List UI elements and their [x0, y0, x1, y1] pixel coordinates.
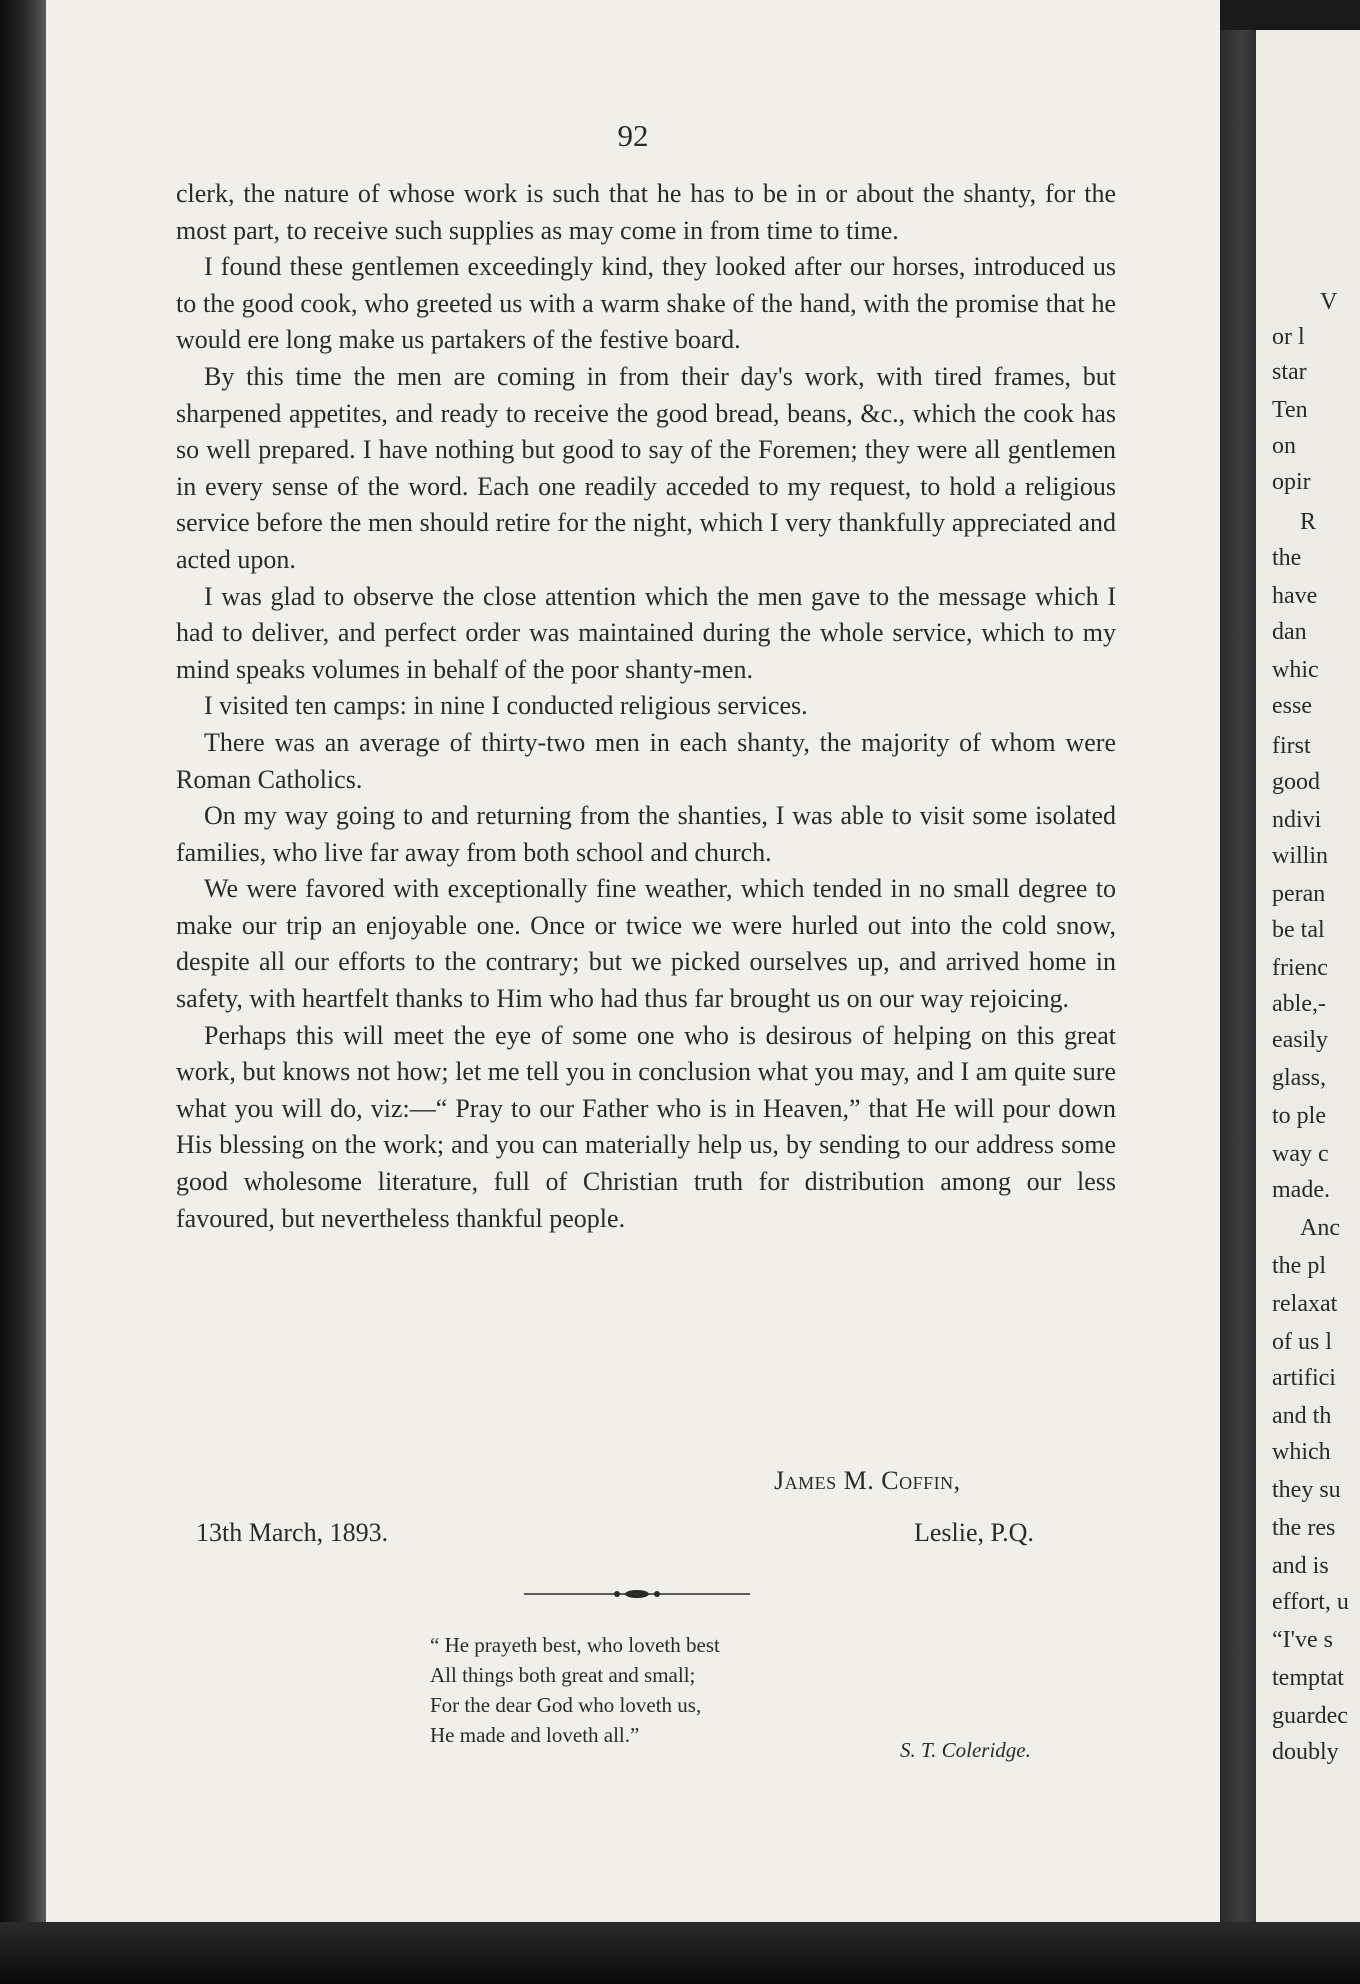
next-page-text-fragment: the pl: [1272, 1253, 1326, 1279]
next-page-edge: [1256, 30, 1360, 1922]
book-page: [46, 0, 1220, 1922]
next-page-text-fragment: relaxat: [1272, 1291, 1338, 1317]
next-page-text-fragment: and th: [1272, 1403, 1332, 1429]
next-page-text-fragment: guardec: [1272, 1703, 1348, 1729]
next-page-text-fragment: glass,: [1272, 1065, 1326, 1091]
next-page-text-fragment: and is: [1272, 1553, 1329, 1579]
paragraph: On my way going to and returning from the shanties, I was able to visit some isolated families, who live far away from both school and church.: [176, 801, 1116, 867]
poem-line: He made and loveth all.”: [430, 1723, 640, 1747]
next-page-text-fragment: “I've s: [1272, 1627, 1333, 1653]
paragraph: clerk, the nature of whose work is such that he has to be in or about the shanty, for the most part, to receive such supplies as may come in from time to time.: [176, 179, 1116, 245]
next-page-text-fragment: to ple: [1272, 1103, 1326, 1129]
next-page-text-fragment: frienc: [1272, 955, 1328, 981]
next-page-text-fragment: on: [1272, 433, 1296, 459]
next-page-text-fragment: the: [1272, 545, 1302, 571]
next-page-text-fragment: first: [1272, 733, 1311, 759]
next-page-text-fragment: have: [1272, 583, 1318, 609]
paragraph: I visited ten camps: in nine I conducted religious services.: [204, 691, 808, 721]
poem-author: S. T. Coleridge.: [900, 1738, 1031, 1762]
poem-line: For the dear God who loveth us,: [430, 1693, 702, 1717]
next-page-text-fragment: opir: [1272, 469, 1311, 495]
poem-line: All things both great and small;: [430, 1663, 696, 1687]
next-page-text-fragment: which: [1272, 1439, 1331, 1465]
next-page-text-fragment: dan: [1272, 619, 1307, 645]
signature-place: Leslie, P.Q.: [914, 1518, 1034, 1547]
paragraph: Perhaps this will meet the eye of some one who is desirous of helping on this great work, but knows not how; let me tell you in conclusion what you may, and I am quite sure what you will do, viz:—“ Pray to our Father who is in Heaven,” that He will pour down His blessing on the work; and you can materially help us, by sending to our address some good wholesome literature, full of Christian truth for distribution among our less favoured, but nevertheless thankful people.: [176, 1020, 1116, 1233]
next-page-text-fragment: temptat: [1272, 1665, 1344, 1691]
article-body: [176, 176, 1116, 1237]
next-page-text-fragment: of us l: [1272, 1329, 1332, 1355]
paragraph: I found these gentlemen exceedingly kind, they looked after our horses, introduced us to the good cook, who greeted us with a warm shake of the hand, with the promise that he would ere long make us partakers of the festive board.: [176, 252, 1116, 355]
poem: [430, 1630, 720, 1750]
next-page-text-fragment: way c: [1272, 1141, 1329, 1167]
paragraph: There was an average of thirty-two men in each shanty, the majority of whom were Roman Catholics.: [176, 727, 1116, 794]
next-page-text-fragment: easily: [1272, 1027, 1328, 1053]
next-page-text-fragment: or l: [1272, 324, 1305, 350]
next-page-text-fragment: made.: [1272, 1177, 1330, 1203]
next-page-text-fragment: Anc: [1300, 1215, 1340, 1241]
book-gutter: [1220, 30, 1256, 1922]
paragraph: By this time the men are coming in from their day's work, with tired frames, but sharpened appetites, and ready to receive the good bread, beans, &c., which the cook has so well prepared. I have nothing but good to say of the Foremen; they were all gentlemen in every sense of the word. Each one readily acceded to my request, to hold a religious service before the men should retire for the night, which I very thankfully appreciated and acted upon.: [176, 361, 1116, 574]
next-page-text-fragment: V: [1320, 289, 1338, 315]
next-page-text-fragment: star: [1272, 359, 1307, 385]
paragraph: I was glad to observe the close attention which the men gave to the message which I had to deliver, and perfect order was maintained during the whole service, which to my mind speaks volumes in behalf of the poor shanty-men.: [176, 581, 1116, 684]
next-page-text-fragment: R: [1300, 509, 1317, 535]
next-page-text-fragment: whic: [1272, 657, 1319, 683]
scan-bottom-edge: [0, 1922, 1360, 1984]
next-page-text-fragment: able,-: [1272, 991, 1326, 1017]
next-page-text-fragment: good: [1272, 769, 1320, 795]
next-page-text-fragment: esse: [1272, 693, 1312, 719]
next-page-text-fragment: peran: [1272, 881, 1326, 907]
next-page-text-fragment: effort, u: [1272, 1589, 1349, 1615]
signature-date: 13th March, 1893.: [196, 1518, 389, 1547]
paragraph: We were favored with exceptionally fine weather, which tended in no small degree to make our trip an enjoyable one. Once or twice we were hurled out into the cold snow, despite all our efforts to the contrary; but we picked ourselves up, and arrived home in safety, with heartfelt thanks to Him who had thus far brought us on our way rejoicing.: [176, 874, 1116, 1014]
next-page-text-fragment: willin: [1272, 843, 1329, 869]
next-page-text-fragment: the res: [1272, 1515, 1336, 1541]
page-number: 92: [617, 118, 649, 153]
next-page-text-fragment: Ten: [1272, 397, 1308, 423]
next-page-text-fragment: artifici: [1272, 1365, 1336, 1391]
next-page-text-fragment: be tal: [1272, 917, 1325, 943]
next-page-text-fragment: doubly: [1272, 1739, 1339, 1765]
next-page-text-fragment: they su: [1272, 1477, 1341, 1503]
poem-line: “ He prayeth best, who loveth best: [430, 1633, 720, 1657]
signature-name: James M. Coffin,: [774, 1466, 961, 1495]
next-page-text-fragment: ndivi: [1272, 807, 1322, 833]
divider-ornament: [524, 1586, 750, 1602]
scan-left-edge: [0, 0, 46, 1984]
